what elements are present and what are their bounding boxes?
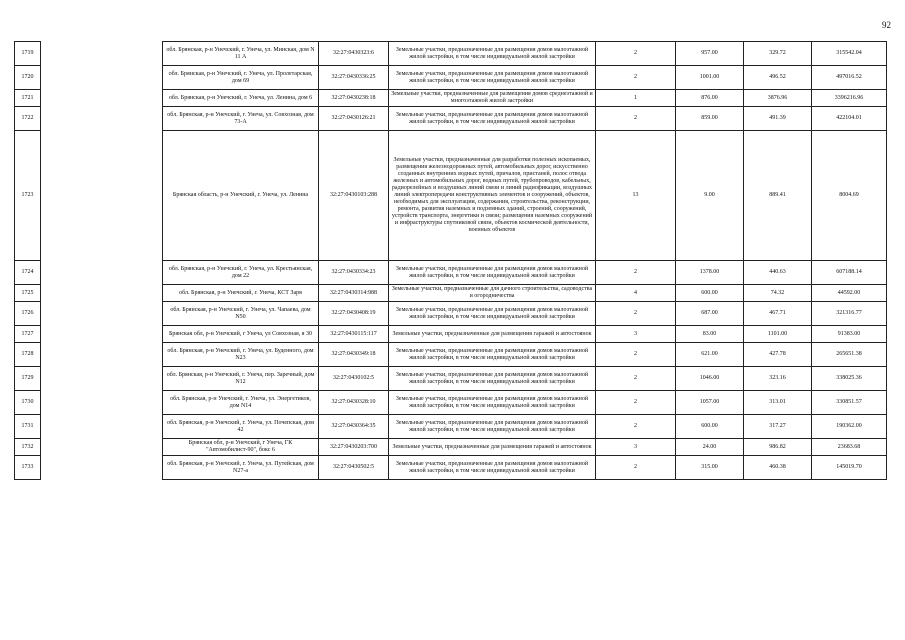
group-cell: 2 [596, 456, 676, 480]
cadastral-value-cell: 145019.70 [812, 456, 887, 480]
group-cell: 4 [596, 285, 676, 302]
row-number: 1733 [15, 456, 41, 480]
blank-cell [41, 456, 163, 480]
row-number: 1719 [15, 42, 41, 66]
cadastral-value-cell: 8004.69 [812, 131, 887, 261]
cadastral-value-cell: 422104.01 [812, 107, 887, 131]
area-cell: 621.00 [676, 343, 744, 367]
land-use-cell: Земельные участки, предназначенные для размещения домов среднеэтажной и многоэтажной жилой застройки [389, 90, 596, 107]
cadastral-number-cell: 32:27:0430126:21 [319, 107, 389, 131]
group-cell: 2 [596, 415, 676, 439]
cadastral-number-cell: 32:27:0430103:288 [319, 131, 389, 261]
row-number: 1722 [15, 107, 41, 131]
row-number: 1726 [15, 302, 41, 326]
cadastral-number-cell: 32:27:0430115:117 [319, 326, 389, 343]
group-cell: 3 [596, 326, 676, 343]
table-row [15, 367, 887, 391]
table-row [15, 439, 887, 456]
row-number: 1724 [15, 261, 41, 285]
row-number: 1730 [15, 391, 41, 415]
cadastral-number-cell: 32:27:0430238:18 [319, 90, 389, 107]
table-row [15, 285, 887, 302]
cadastral-value-cell: 265651.38 [812, 343, 887, 367]
cadastral-number-cell: 32:27:0430349:18 [319, 343, 389, 367]
blank-cell [41, 415, 163, 439]
cadastral-value-cell: 3396216.96 [812, 90, 887, 107]
table-row [15, 391, 887, 415]
area-cell: 1001.00 [676, 66, 744, 90]
cadastral-value-cell: 23683.68 [812, 439, 887, 456]
land-use-cell: Земельные участки, предназначенные для размещения домов малоэтажной жилой застройки, в том числе индивидуальной жилой застройки [389, 66, 596, 90]
address-cell: обл. Брянская, р-н Унечский, г. Унеча, ул. Чапаева, дом N50 [163, 302, 319, 326]
blank-cell [41, 439, 163, 456]
blank-cell [41, 302, 163, 326]
row-number: 1723 [15, 131, 41, 261]
unit-value-cell: 467.71 [744, 302, 812, 326]
blank-cell [41, 131, 163, 261]
area-cell: 859.00 [676, 107, 744, 131]
land-use-cell: Земельные участки, предназначенные для размещения домов малоэтажной жилой застройки, в том числе индивидуальной жилой застройки [389, 302, 596, 326]
cadastral-value-cell: 321316.77 [812, 302, 887, 326]
area-cell: 876.00 [676, 90, 744, 107]
area-cell: 600.00 [676, 285, 744, 302]
blank-cell [41, 391, 163, 415]
group-cell: 2 [596, 367, 676, 391]
unit-value-cell: 1101.00 [744, 326, 812, 343]
land-use-cell: Земельные участки, предназначенные для размещения домов малоэтажной жилой застройки, в том числе индивидуальной жилой застройки [389, 415, 596, 439]
address-cell: обл. Брянская, р-н Унечский, г. Унеча, ул. Минская, дом N 11 А [163, 42, 319, 66]
cadastral-value-cell: 497016.52 [812, 66, 887, 90]
blank-cell [41, 367, 163, 391]
land-use-cell: Земельные участки, предназначенные для размещения гаражей и автостоянок [389, 326, 596, 343]
address-cell: обл. Брянская, р-н Унечский, г. Унеча, ул. Совхозная, дом 73-А [163, 107, 319, 131]
unit-value-cell: 313.01 [744, 391, 812, 415]
row-number: 1720 [15, 66, 41, 90]
group-cell: 13 [596, 131, 676, 261]
blank-cell [41, 261, 163, 285]
blank-cell [41, 326, 163, 343]
land-use-cell: Земельные участки, предназначенные для размещения гаражей и автостоянок [389, 439, 596, 456]
land-use-cell: Земельные участки, предназначенные для размещения домов малоэтажной жилой застройки, в том числе индивидуальной жилой застройки [389, 42, 596, 66]
blank-cell [41, 42, 163, 66]
row-number: 1732 [15, 439, 41, 456]
table-row [15, 90, 887, 107]
land-use-cell: Земельные участки, предназначенные для размещения домов малоэтажной жилой застройки, в том числе индивидуальной жилой застройки [389, 391, 596, 415]
cadastral-number-cell: 32:27:0430334:23 [319, 261, 389, 285]
area-cell: 24.00 [676, 439, 744, 456]
table-row [15, 42, 887, 66]
table-row [15, 343, 887, 367]
blank-cell [41, 285, 163, 302]
address-cell: Брянская обл, р-н Унечский, г Унеча, ул Совхозная, я 30 [163, 326, 319, 343]
address-cell: Брянская обл, р-н Унечский, г Унеча, ГК "Автомобилист-90", бокс 6 [163, 439, 319, 456]
area-cell: 687.00 [676, 302, 744, 326]
address-cell: обл. Брянская, р-н Унечский, г. Унеча, ул. Пролетарская, дом 69 [163, 66, 319, 90]
page-number: 92 [882, 20, 891, 30]
cadastral-number-cell: 32:27:0430102:5 [319, 367, 389, 391]
blank-cell [41, 66, 163, 90]
land-use-cell: Земельные участки, предназначенные для размещения домов малоэтажной жилой застройки, в том числе индивидуальной жилой застройки [389, 261, 596, 285]
unit-value-cell: 491.39 [744, 107, 812, 131]
address-cell: обл. Брянская, р-н Унечский, г. Унеча, пер. Заречный, дом N12 [163, 367, 319, 391]
row-number: 1727 [15, 326, 41, 343]
group-cell: 2 [596, 42, 676, 66]
cadastral-value-cell: 330851.57 [812, 391, 887, 415]
cadastral-number-cell: 32:27:0430328:10 [319, 391, 389, 415]
address-cell: обл. Брянская, р-н Унечский, г. Унеча, ул. Почепская, дом 42 [163, 415, 319, 439]
table-row [15, 261, 887, 285]
land-use-cell: Земельные участки, предназначенные для размещения домов малоэтажной жилой застройки, в том числе индивидуальной жилой застройки [389, 107, 596, 131]
address-cell: Брянская область, р-н Унечский, г. Унеча, ул. Ленина [163, 131, 319, 261]
row-number: 1728 [15, 343, 41, 367]
area-cell: 83.00 [676, 326, 744, 343]
area-cell: 9.00 [676, 131, 744, 261]
area-cell: 315.00 [676, 456, 744, 480]
cadastral-number-cell: 32:27:0430502:5 [319, 456, 389, 480]
unit-value-cell: 329.72 [744, 42, 812, 66]
group-cell: 2 [596, 107, 676, 131]
unit-value-cell: 986.82 [744, 439, 812, 456]
cadastral-number-cell: 32:27:0430203:700 [319, 439, 389, 456]
row-number: 1731 [15, 415, 41, 439]
unit-value-cell: 317.27 [744, 415, 812, 439]
unit-value-cell: 74.32 [744, 285, 812, 302]
area-cell: 957.00 [676, 42, 744, 66]
cadastral-number-cell: 32:27:0430323:6 [319, 42, 389, 66]
cadastral-number-cell: 32:27:0430336:25 [319, 66, 389, 90]
cadastral-value-cell: 338025.36 [812, 367, 887, 391]
table-row [15, 326, 887, 343]
unit-value-cell: 440.63 [744, 261, 812, 285]
blank-cell [41, 90, 163, 107]
group-cell: 2 [596, 302, 676, 326]
unit-value-cell: 496.52 [744, 66, 812, 90]
unit-value-cell: 323.16 [744, 367, 812, 391]
table-row [15, 415, 887, 439]
address-cell: обл. Брянская, р-н Унечский, г. Унеча, КСТ Заря [163, 285, 319, 302]
group-cell: 3 [596, 439, 676, 456]
land-use-cell: Земельные участки, предназначенные для дачного строительства, садоводства и огородничества [389, 285, 596, 302]
cadastral-value-cell: 190362.00 [812, 415, 887, 439]
cadastral-value-cell: 315542.04 [812, 42, 887, 66]
group-cell: 1 [596, 90, 676, 107]
table-row [15, 456, 887, 480]
row-number: 1729 [15, 367, 41, 391]
area-cell: 600.00 [676, 415, 744, 439]
table-row [15, 131, 887, 261]
area-cell: 1057.00 [676, 391, 744, 415]
cadastral-value-cell: 91383.00 [812, 326, 887, 343]
unit-value-cell: 889.41 [744, 131, 812, 261]
unit-value-cell: 427.78 [744, 343, 812, 367]
row-number: 1721 [15, 90, 41, 107]
cadastral-number-cell: 32:27:0430364:35 [319, 415, 389, 439]
land-use-cell: Земельные участки, предназначенные для размещения домов малоэтажной жилой застройки, в том числе индивидуальной жилой застройки [389, 343, 596, 367]
cadastral-number-cell: 32:27:0430408:19 [319, 302, 389, 326]
group-cell: 2 [596, 391, 676, 415]
address-cell: обл. Брянская, р-н Унечский, г. Унеча, ул. Путейская, дом N27-а [163, 456, 319, 480]
area-cell: 1378.00 [676, 261, 744, 285]
table-row [15, 66, 887, 90]
cadastral-value-cell: 607188.14 [812, 261, 887, 285]
land-use-cell: Земельные участки, предназначенные для размещения домов малоэтажной жилой застройки, в том числе индивидуальной жилой застройки [389, 456, 596, 480]
cadastral-value-cell: 44592.00 [812, 285, 887, 302]
cadastral-value-table [14, 41, 887, 480]
land-use-cell: Земельные участки, предназначенные для размещения домов малоэтажной жилой застройки, в том числе индивидуальной жилой застройки [389, 367, 596, 391]
blank-cell [41, 343, 163, 367]
group-cell: 2 [596, 66, 676, 90]
address-cell: обл. Брянская, р-н Унечский, г. Унеча, ул. Энергетиков, дом N14 [163, 391, 319, 415]
group-cell: 2 [596, 343, 676, 367]
table-row [15, 107, 887, 131]
row-number: 1725 [15, 285, 41, 302]
land-use-cell: Земельные участки, предназначенные для разработки полезных ископаемых, размещения железнодорожных путей, автомобильных дорог, искусственно созданных внутренних водных путей, причалов, пристаней, полос отвода железных и автомобильных дорог, водных путей, трубопроводов, кабельных, радиорелейных и воздушных линий связи и линий радиофикации, воздушных линий электропередачи конструктивных элементов и сооружений, объектов, необходимых для эксплуатации, содержания, строительства, реконструкции, ремонта, развития наземных и подземных зданий, строений, сооружений, устройств транспорта, энергетики и связи; размещения наземных сооружений и инфраструктуры спутниковой связи, объектов космической деятельности, военных объектов [389, 131, 596, 261]
table-row [15, 302, 887, 326]
address-cell: обл. Брянская, р-н Унечский, г. Унеча, ул. Крестьянская, дом 22 [163, 261, 319, 285]
group-cell: 2 [596, 261, 676, 285]
unit-value-cell: 3876.96 [744, 90, 812, 107]
unit-value-cell: 460.38 [744, 456, 812, 480]
blank-cell [41, 107, 163, 131]
area-cell: 1046.00 [676, 367, 744, 391]
address-cell: обл. Брянская, р-н Унечский, г. Унеча, ул. Ленина, дом 6 [163, 90, 319, 107]
table-body [15, 42, 887, 480]
cadastral-number-cell: 32:27:0430314:988 [319, 285, 389, 302]
address-cell: обл. Брянская, р-н Унечский, г. Унеча, ул. Буденного, дом N23 [163, 343, 319, 367]
